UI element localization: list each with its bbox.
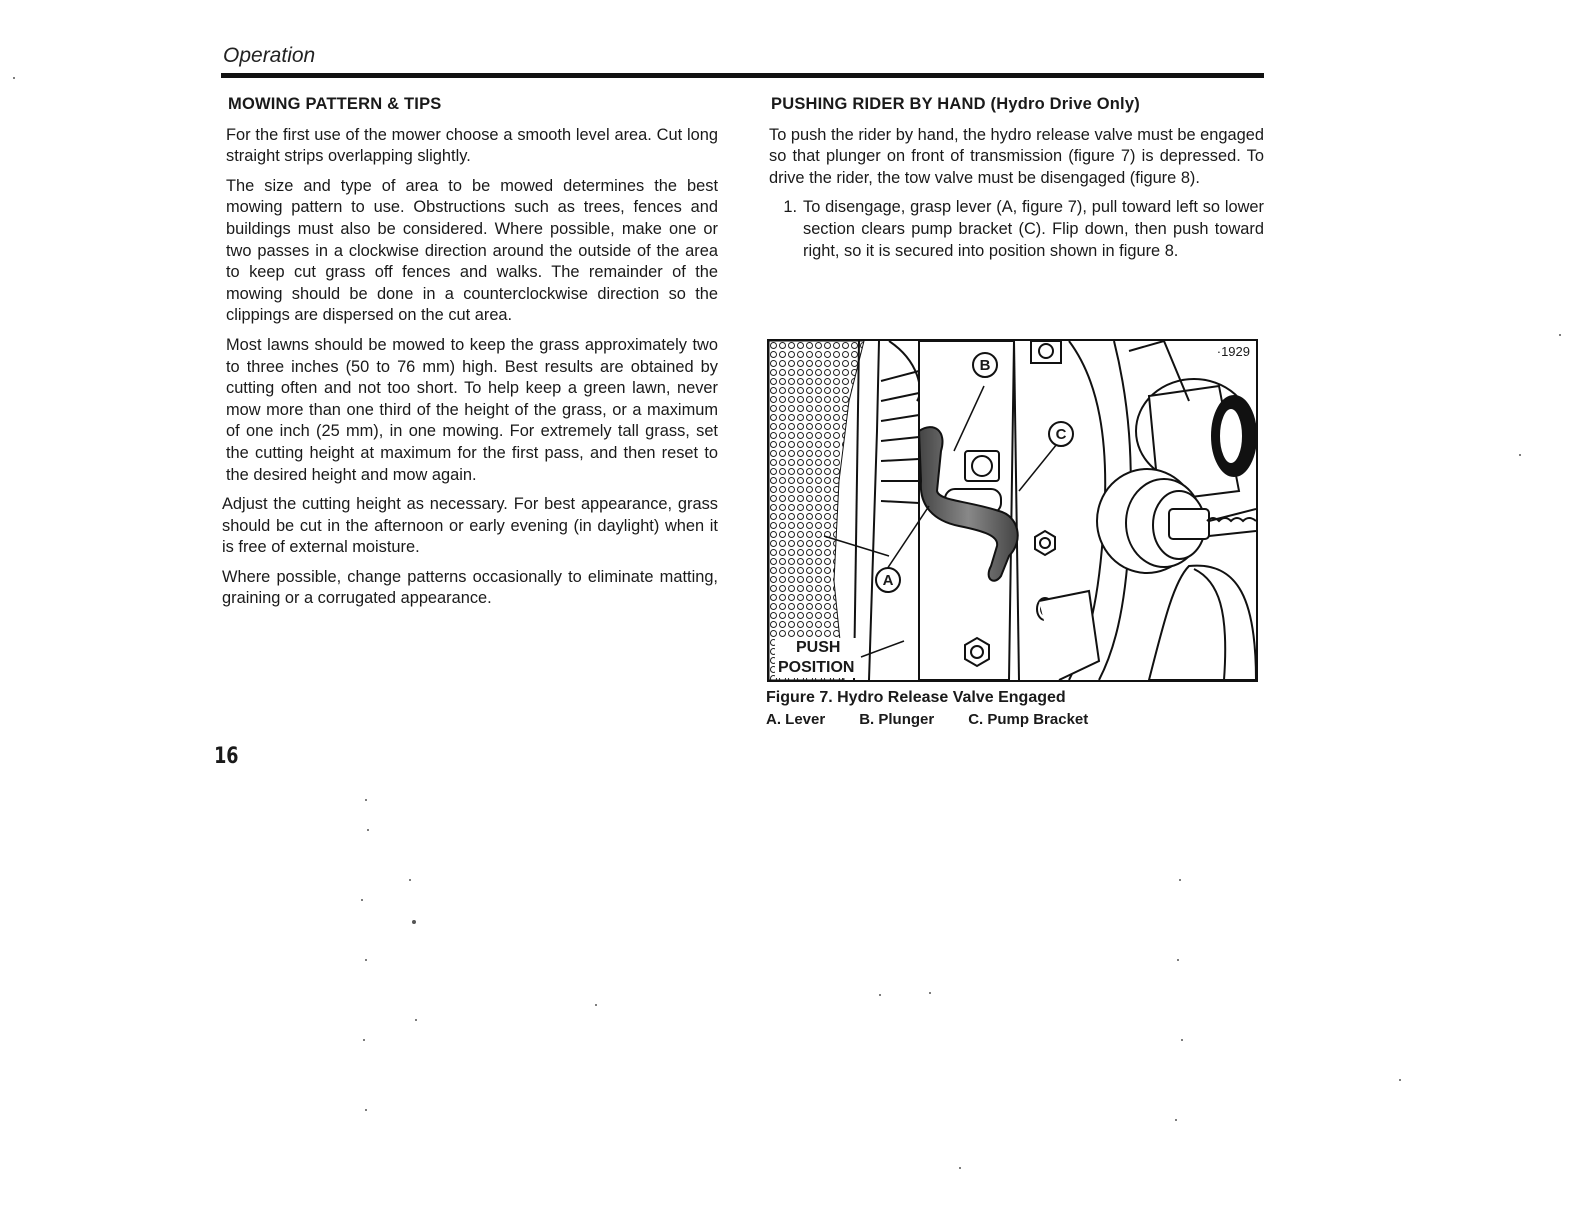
legend-item-plunger: B. Plunger: [859, 711, 935, 728]
left-paragraph-2: The size and type of area to be mowed determines the best mowing pattern to use. Obstructions such as trees, fences and buildings must also be considered. Where possible, make one or two passes in a clockwise direction around the outside of the area to keep cut grass off fences and walks. The remainder of the mowing should be done in a counterclockwise direction so the clippings are dispersed on the cut area.: [226, 176, 718, 325]
callout-b: B: [972, 352, 998, 378]
right-intro: To push the rider by hand, the hydro release valve must be engaged so that plunger on front of transmission (figure 7) is depressed. To drive the rider, the tow valve must be disengaged (figure 8).: [769, 125, 1264, 187]
step-number: 1.: [783, 198, 797, 217]
left-paragraph-4: Adjust the cutting height as necessary. For best appearance, grass should be cut in the afternoon or early evening (in daylight) when it is free of external moisture.: [222, 495, 718, 557]
legend-item-pump-bracket: C. Pump Bracket: [968, 711, 1089, 728]
callout-c: C: [1048, 421, 1074, 447]
left-heading: MOWING PATTERN & TIPS: [228, 95, 442, 113]
page-number: 16: [214, 744, 239, 769]
callout-a: A: [875, 567, 901, 593]
figure-id-label: ·1929: [1216, 344, 1250, 359]
push-label-line-1: PUSH: [796, 639, 841, 656]
figure-title: Figure 7. Hydro Release Valve Engaged: [766, 689, 1066, 706]
step-text: To disengage, grasp lever (A, figure 7), pull toward left so lower section clears pump bracket (C). Flip down, then push toward right, so it is secured into position shown in figure 8.: [803, 198, 1264, 260]
left-paragraph-1: For the first use of the mower choose a smooth level area. Cut long straight strips overlapping slightly.: [226, 125, 718, 166]
section-header: Operation: [223, 44, 316, 67]
left-paragraph-3: Most lawns should be mowed to keep the grass approximately two to three inches (50 to 76 mm) high. Best results are obtained by cutting often and not too short. To help keep a green lawn, never mow more than one third of the height of the grass, or a maximum of one inch (25 mm), in one mowing. For extremely tall grass, set the cutting height at maximum for the first pass, and then reset to the desired height and mow again.: [226, 335, 718, 484]
right-heading: PUSHING RIDER BY HAND (Hydro Drive Only): [771, 95, 1140, 113]
left-paragraph-5: Where possible, change patterns occasionally to eliminate matting, graining or a corrugated appearance.: [222, 567, 718, 608]
legend-item-lever: A. Lever: [766, 711, 826, 728]
push-label-line-2: POSITION: [778, 659, 855, 676]
